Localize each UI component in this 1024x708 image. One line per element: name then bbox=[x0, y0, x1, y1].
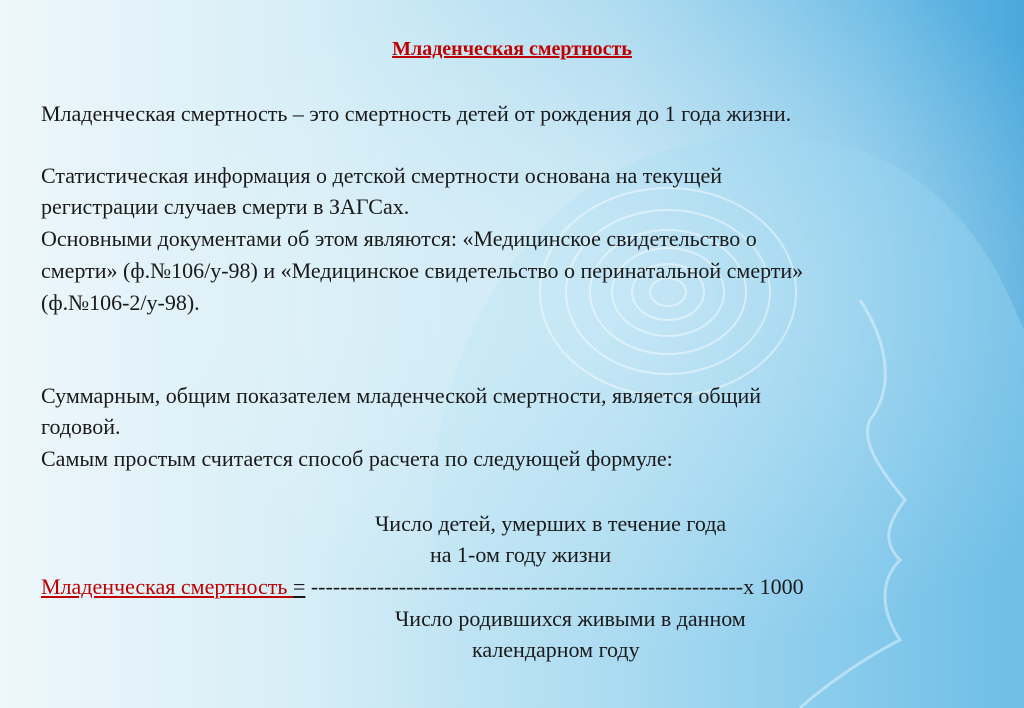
documents-line-2: смерти» (ф.№106/у-98) и «Медицинское свидетельство о перинатальной смерти» bbox=[41, 258, 804, 283]
definition-text: Младенческая смертность – это смертность детей от рождения до 1 года жизни. bbox=[41, 101, 792, 126]
formula-label: Младенческая смертность bbox=[41, 574, 293, 599]
formula-denominator-line-1: Число родившихся живыми в данном bbox=[395, 606, 746, 631]
method-text: Самым простым считается способ расчета по следующей формуле: bbox=[41, 446, 673, 471]
formula-equals: = bbox=[292, 574, 306, 599]
formula-denominator-line-2: календарном году bbox=[472, 637, 640, 662]
formula-main-line bbox=[41, 571, 804, 603]
summary-line-1: Суммарным, общим показателем младенческой смертности, является общий bbox=[41, 383, 762, 408]
formula-numerator-line-1: Число детей, умерших в течение года bbox=[375, 511, 727, 536]
slide-title: Младенческая смертность bbox=[392, 38, 632, 60]
stats-info-line-2: регистрации случаев смерти в ЗАГСах. bbox=[41, 194, 410, 219]
summary-line-2: годовой. bbox=[41, 414, 121, 439]
formula-divider: -----------------------------------------------------------x 1000 bbox=[305, 574, 804, 599]
documents-line-3: (ф.№106-2/у-98). bbox=[41, 290, 200, 315]
formula-numerator-line-2: на 1-ом году жизни bbox=[430, 542, 612, 567]
documents-line-1: Основными документами об этом являются: «Медицинское свидетельство о bbox=[41, 226, 757, 251]
stats-info-line-1: Статистическая информация о детской смертности основана на текущей bbox=[41, 163, 723, 188]
